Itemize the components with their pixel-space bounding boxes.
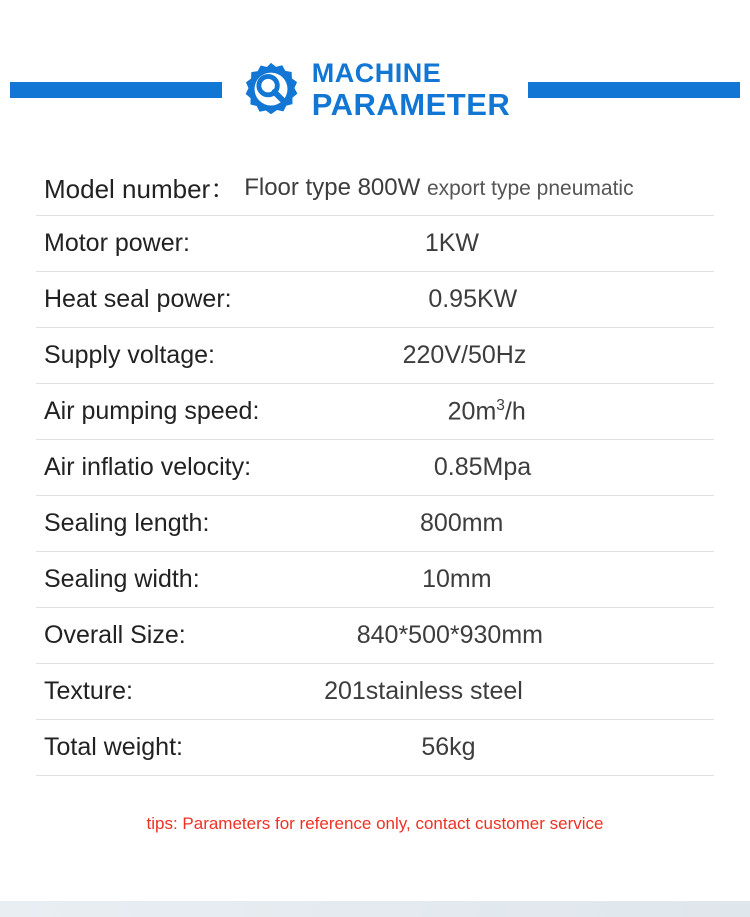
table-row [36, 328, 714, 384]
spec-value [259, 397, 714, 426]
table-row [36, 384, 714, 440]
spec-value: 201stainless steel [324, 677, 523, 705]
table-row [36, 496, 714, 552]
table-row [36, 272, 714, 328]
spec-label: Sealing width: [44, 565, 200, 593]
spec-table [36, 160, 714, 776]
spec-value: 220V/50Hz [402, 341, 527, 369]
spec-value [236, 174, 714, 202]
table-row [36, 216, 714, 272]
table-row [36, 552, 714, 608]
page-header [0, 0, 750, 160]
table-row [36, 440, 714, 496]
header-title-line1: MACHINE [311, 58, 442, 88]
spec-label: Texture: [44, 677, 133, 705]
spec-value: 0.85Mpa [433, 453, 532, 481]
table-row [36, 720, 714, 776]
tips-note: tips: Parameters for reference only, contact customer service [146, 814, 604, 833]
spec-value-prefix: 20m [447, 397, 497, 426]
spec-label: Heat seal power: [44, 285, 232, 313]
spec-label: Supply voltage: [44, 341, 215, 369]
spec-value-suffix: /h [504, 397, 526, 426]
spec-value-superscript: 3 [496, 396, 505, 414]
spec-label: Motor power: [44, 229, 190, 257]
spec-value: 840*500*930mm [356, 621, 543, 649]
header-title-group [240, 59, 511, 121]
spec-value-note: export type pneumatic [426, 176, 634, 200]
header-rule-right [528, 82, 740, 98]
header-title-line2: PARAMETER [311, 87, 511, 122]
spec-label: Model number： [44, 174, 237, 204]
spec-label: Air pumping speed: [44, 397, 260, 425]
table-row [36, 160, 714, 216]
gear-search-icon [240, 59, 302, 121]
spec-label: Air inflatio velocity: [44, 453, 252, 481]
spec-value: 800mm [420, 509, 504, 537]
bottom-strip [0, 901, 750, 917]
spec-value-main: Floor type 800W [244, 173, 421, 201]
spec-value: 10mm [422, 565, 492, 593]
table-row [36, 664, 714, 720]
spec-value: 1KW [424, 229, 480, 257]
spec-value: 0.95KW [428, 285, 518, 313]
spec-label: Sealing length: [44, 509, 210, 537]
table-row [36, 608, 714, 664]
spec-label: Overall Size: [44, 621, 186, 649]
header-rule-left [10, 82, 222, 98]
spec-value: 56kg [421, 733, 476, 761]
spec-label: Total weight: [44, 733, 183, 761]
